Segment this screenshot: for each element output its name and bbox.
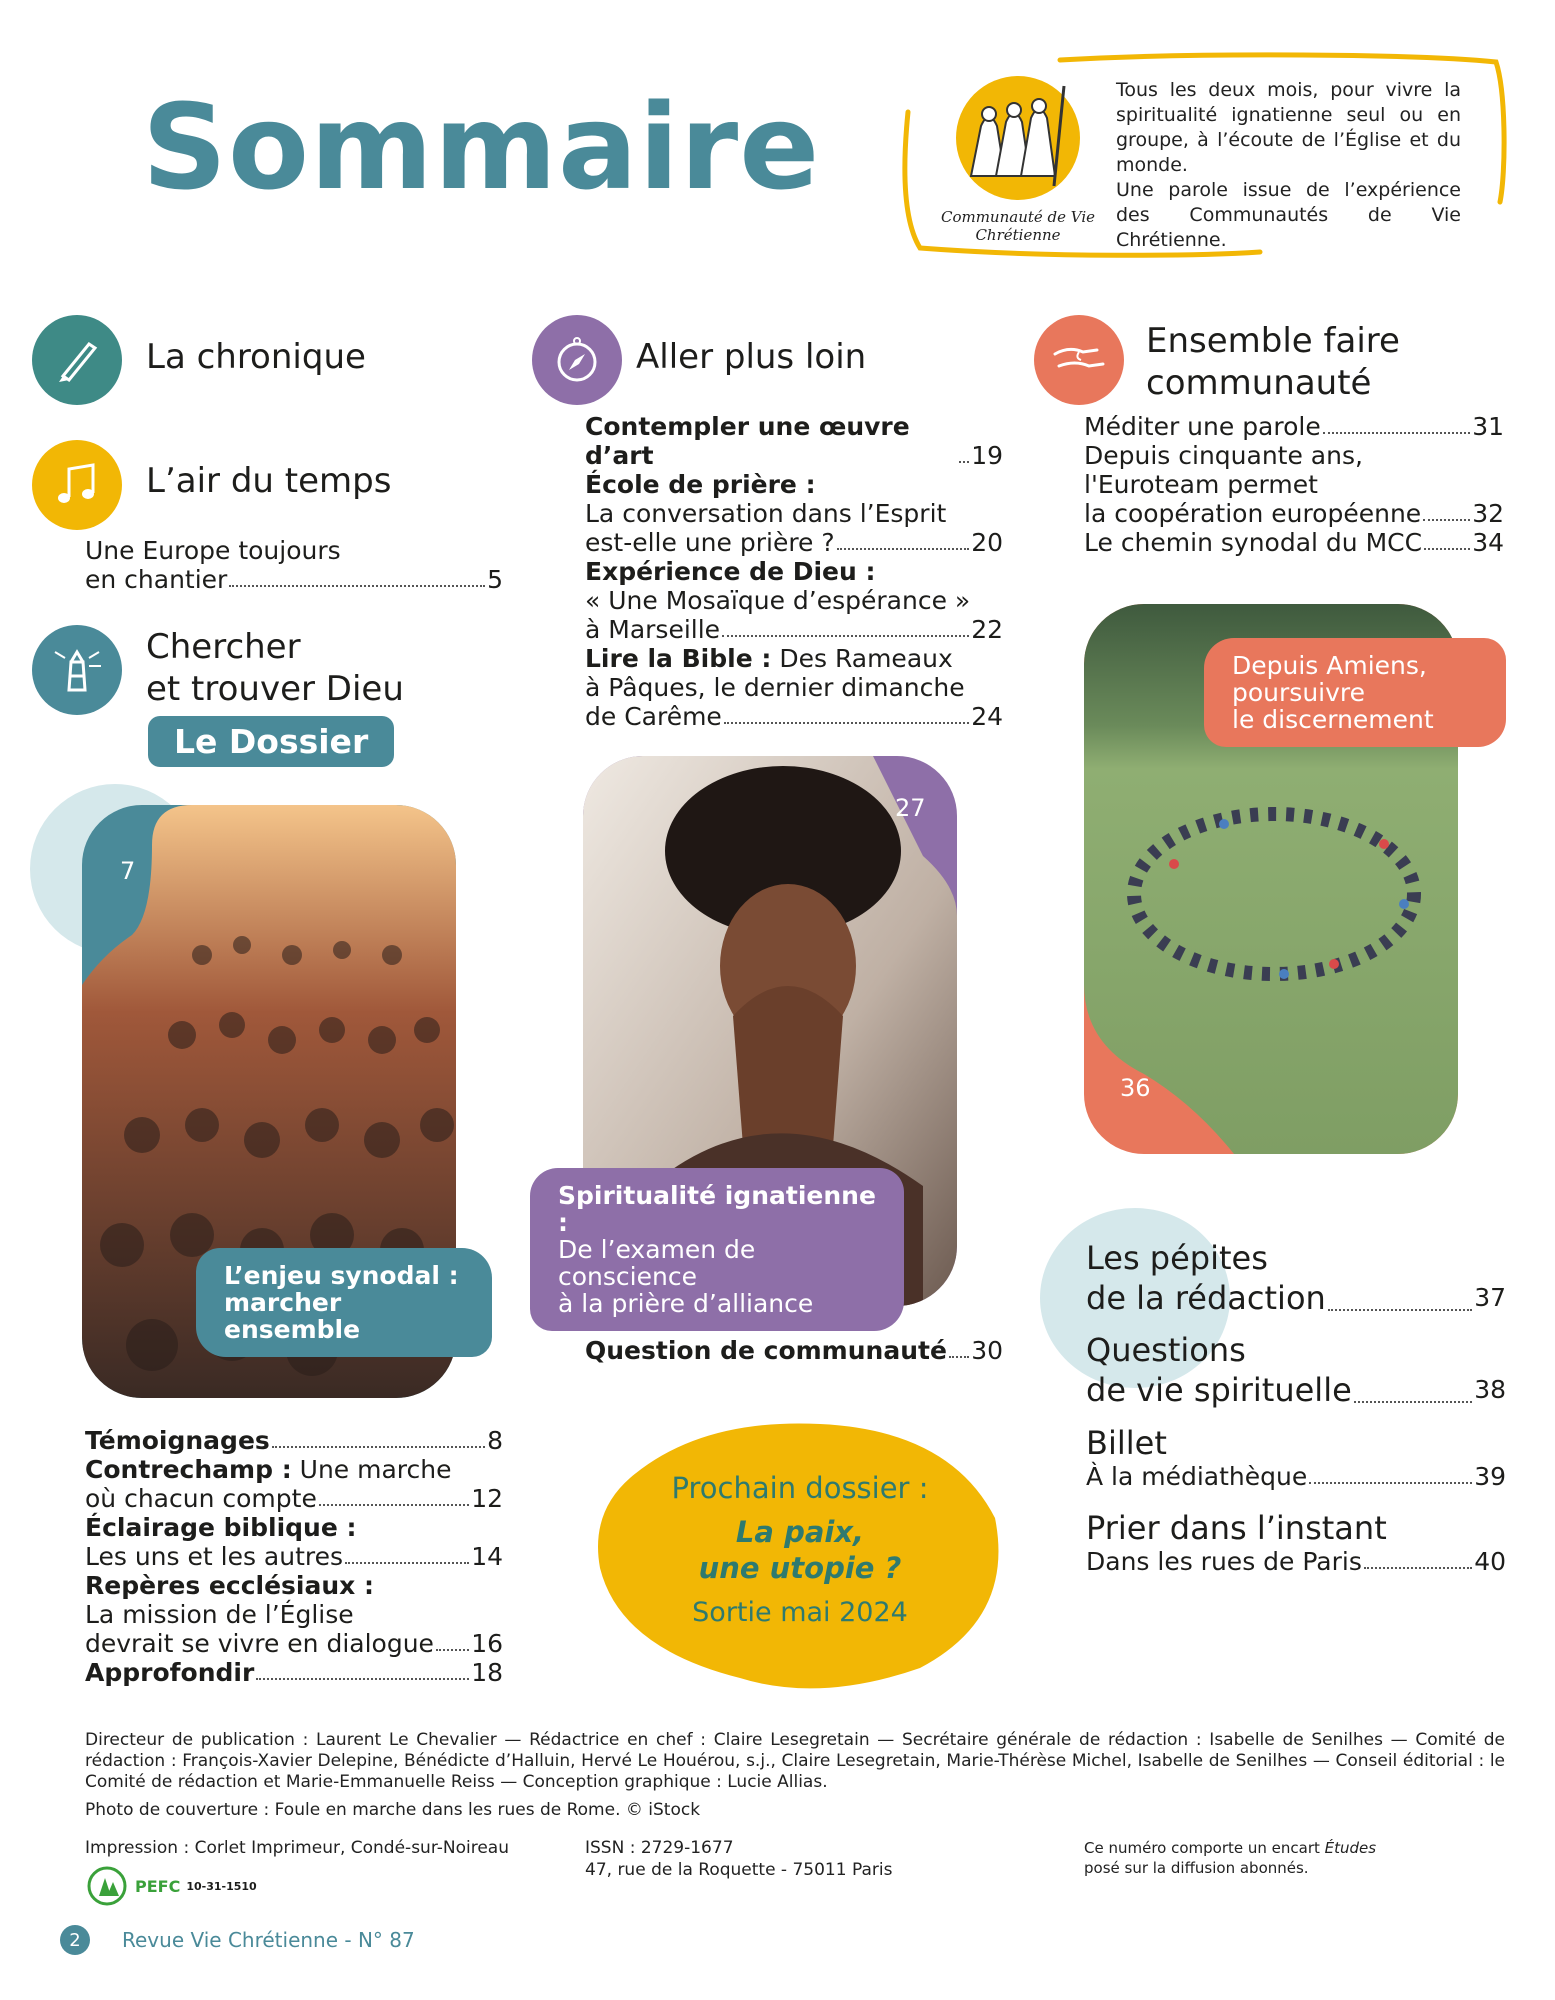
address: 47, rue de la Roquette - 75011 Paris bbox=[585, 1860, 893, 1880]
cvc-logo bbox=[936, 66, 1096, 246]
toc-item-questions[interactable]: Questions de vie spirituelle 38 bbox=[1086, 1331, 1506, 1409]
page-number-badge: 2 bbox=[60, 1925, 90, 1955]
toc-item-synodal[interactable]: Le chemin synodal du MCC 34 bbox=[1084, 528, 1504, 557]
pen-icon bbox=[49, 332, 105, 388]
credits: Directeur de publication : Laurent Le Chevalier — Rédactrice en chef : Claire Lesegretain — Secrétaire générale de rédaction : Isabelle de Senilhes — Comité de rédaction : François-Xavier Delepine, Bénédicte d’Halluin, Hervé Le Houérou, s.j., Claire Lesegretain, Marie-Thérèse Michel, Isabelle de Senilhes — Conseil éditorial : le Comité de rédaction et Marie-Emmanuelle Reiss — Conception graphique : Lucie Allias. bbox=[85, 1730, 1505, 1792]
toc-item-contempler[interactable]: Contempler une œuvre d’art 19 bbox=[585, 412, 1003, 470]
photo-page-number: 27 bbox=[895, 794, 926, 822]
toc-item-mediter[interactable]: Méditer une parole 31 bbox=[1084, 412, 1504, 441]
chronique-icon-badge bbox=[32, 315, 122, 405]
pefc-logo: PEFC 10-31-1510 bbox=[85, 1866, 257, 1906]
toc-item-ecole[interactable]: École de prière : La conversation dans l’Esprit est-elle une prière ? 20 bbox=[585, 470, 1003, 557]
cover-credit: Photo de couverture : Foule en marche dans les rues de Rome. © iStock bbox=[85, 1800, 701, 1820]
toc-item-bible[interactable]: Lire la Bible : Des Rameaux à Pâques, le dernier dimanche de Carême 24 bbox=[585, 644, 1003, 731]
section-title-dossier: Chercher et trouver Dieu bbox=[146, 627, 404, 709]
pefc-tree-icon bbox=[85, 1866, 129, 1906]
section-title-aller: Aller plus loin bbox=[636, 337, 867, 377]
section-title-air: L’air du temps bbox=[146, 461, 392, 501]
dossier-badge: Le Dossier bbox=[148, 716, 394, 767]
toc-item-approfondir[interactable]: Approfondir 18 bbox=[85, 1658, 503, 1687]
toc-item-eclairage[interactable]: Éclairage biblique : Les uns et les autres 14 bbox=[85, 1513, 503, 1571]
toc-item-question[interactable]: Question de communauté 30 bbox=[585, 1336, 1003, 1365]
issn: ISSN : 2729-1677 bbox=[585, 1838, 734, 1858]
circle-photo-label: Depuis Amiens, poursuivre le discernement bbox=[1204, 638, 1506, 747]
photo-page-number: 7 bbox=[120, 857, 136, 885]
journal-title: Revue Vie Chrétienne - N° 87 bbox=[122, 1928, 415, 1952]
intro-text: Tous les deux mois, pour vivre la spiritualité ignatienne seul ou en groupe, à l’écoute de l’Église et du monde. Une parole issue de l’expérience des Communautés de Vie Chrétienne. bbox=[1116, 79, 1461, 251]
toc-item-prier[interactable]: Prier dans l’instant Dans les rues de Paris 40 bbox=[1086, 1509, 1506, 1576]
toc-item-billet[interactable]: Billet À la médiathèque 39 bbox=[1086, 1424, 1506, 1491]
toc-item-contrechamp[interactable]: Contrechamp : Une marche où chacun compte 12 bbox=[85, 1455, 503, 1513]
insert-note: Ce numéro comporte un encart Études posé sur la diffusion abonnés. bbox=[1084, 1839, 1377, 1877]
section-title-ensemble: Ensemble faire communauté bbox=[1146, 321, 1400, 403]
compass-icon bbox=[549, 332, 605, 388]
col1-toc-list bbox=[85, 1426, 503, 1687]
col2-toc-list bbox=[585, 412, 1003, 731]
section-title-chronique: La chronique bbox=[146, 337, 366, 377]
air-icon-badge bbox=[32, 440, 122, 530]
ensemble-icon-badge bbox=[1034, 315, 1124, 405]
toc-item-euroteam[interactable]: Depuis cinquante ans, l'Euroteam permet la coopération européenne 32 bbox=[1084, 441, 1504, 528]
music-note-icon bbox=[49, 457, 105, 513]
hands-icon bbox=[1049, 332, 1109, 388]
col3-toc-list bbox=[1084, 412, 1504, 557]
toc-item-experience[interactable]: Expérience de Dieu : « Une Mosaïque d’espérance » à Marseille 22 bbox=[585, 557, 1003, 644]
toc-item-temoignages[interactable]: Témoignages 8 bbox=[85, 1426, 503, 1455]
dossier-icon-badge bbox=[32, 625, 122, 715]
prayer-photo-label: Spiritualité ignatienne : De l’examen de conscience à la prière d’alliance bbox=[530, 1168, 904, 1331]
photo-page-number: 36 bbox=[1120, 1074, 1151, 1102]
toc-item-europe[interactable]: Une Europe toujours en chantier 5 bbox=[85, 536, 503, 594]
col3-bottom-list bbox=[1086, 1238, 1506, 1576]
crowd-photo-label: L’enjeu synodal : marcher ensemble bbox=[196, 1248, 492, 1357]
page-title: Sommaire bbox=[142, 78, 821, 216]
toc-item-pepites[interactable]: Les pépites de la rédaction 37 bbox=[1086, 1239, 1506, 1317]
cvc-logo-text: Communauté de Vie Chrétienne bbox=[940, 208, 1096, 244]
next-dossier: Prochain dossier : La paix, une utopie ? Sortie mai 2024 bbox=[671, 1471, 929, 1628]
lighthouse-icon bbox=[47, 640, 107, 700]
toc-item-reperes[interactable]: Repères ecclésiaux : La mission de l’Église devrait se vivre en dialogue 16 bbox=[85, 1571, 503, 1658]
aller-icon-badge bbox=[532, 315, 622, 405]
print-info: Impression : Corlet Imprimeur, Condé-sur-Noireau bbox=[85, 1838, 509, 1858]
